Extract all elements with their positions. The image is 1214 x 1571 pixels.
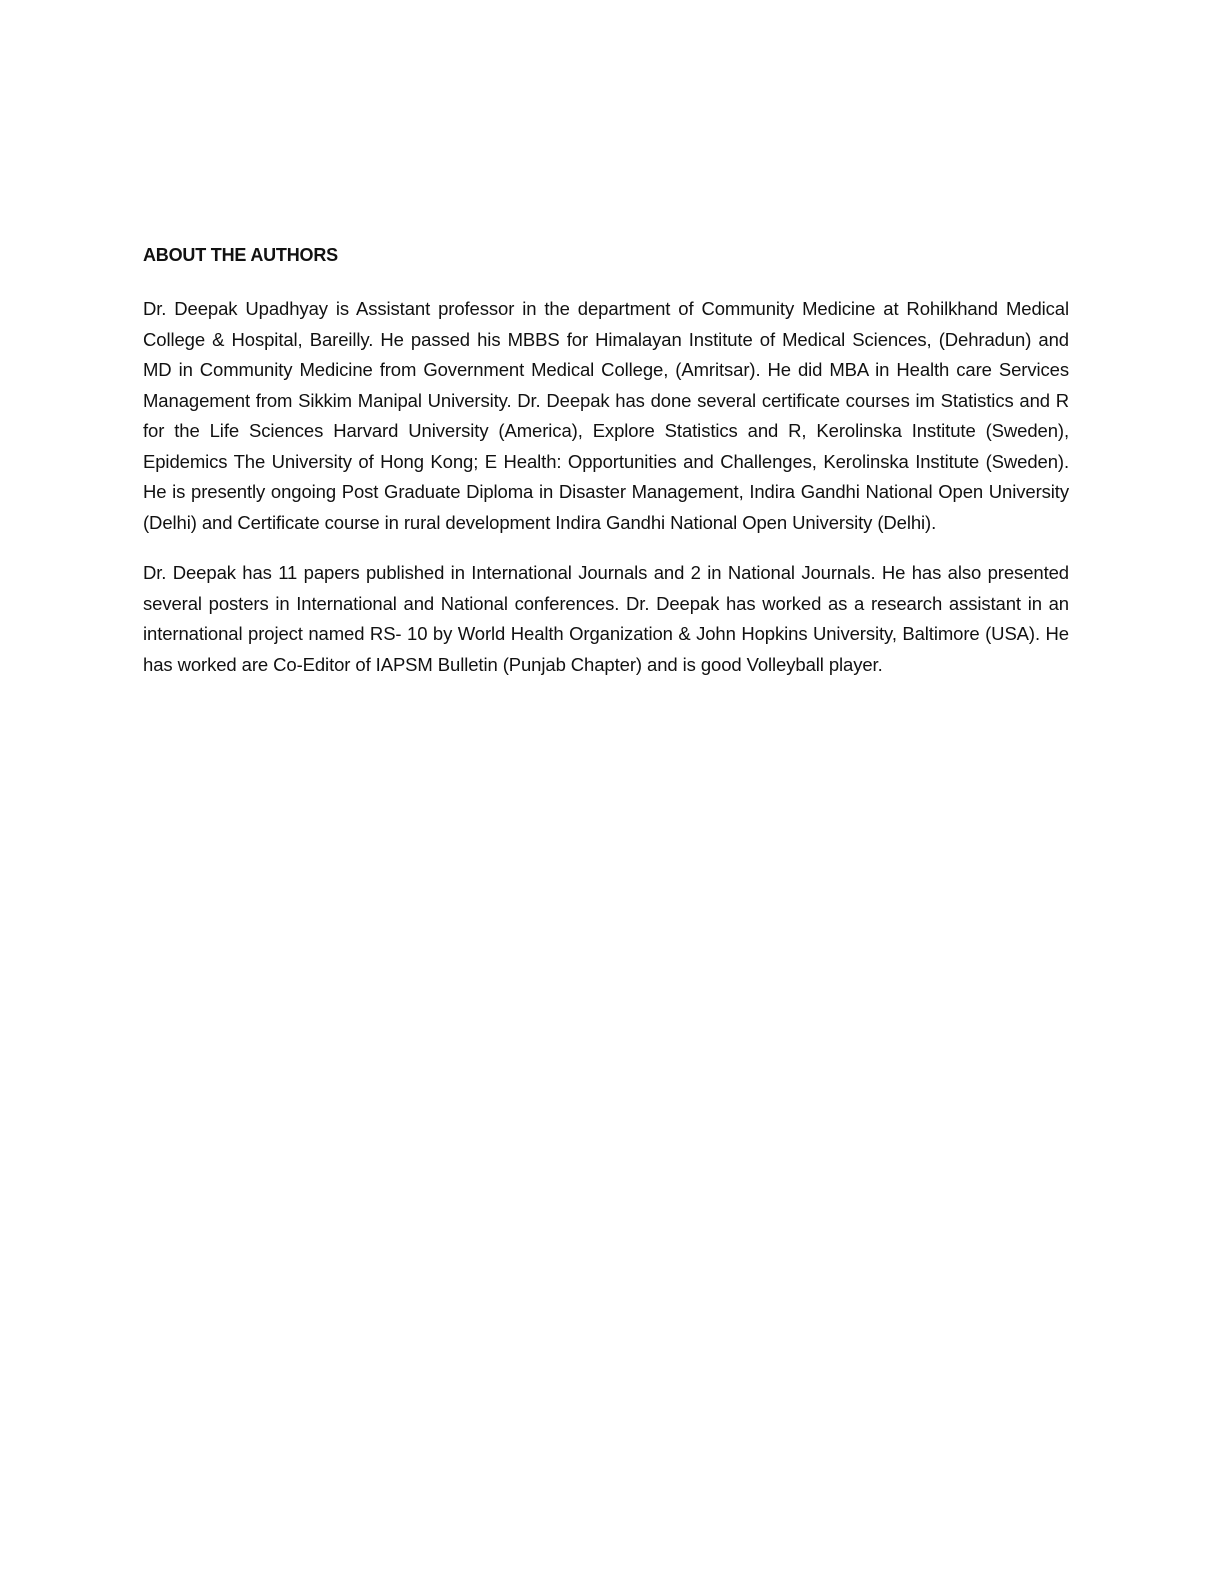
author-bio-paragraph-1: Dr. Deepak Upadhyay is Assistant professor in the department of Community Medicine at Rohilkhand Medical College & Hospital, Bareilly. He passed his MBBS for Himalayan Institute of Medical Sciences, (Dehradun) and MD in Community Medicine from Government Medical College, (Amritsar). He did MBA in Health care Services Management from Sikkim Manipal University. Dr. Deepak has done several certificate courses im Statistics and R for the Life Sciences Harvard University (America), Explore Statistics and R, Kerolinska Institute (Sweden), Epidemics The University of Hong Kong; E Health: Opportunities and Challenges, Kerolinska Institute (Sweden). He is presently ongoing Post Graduate Diploma in Disaster Management, Indira Gandhi National Open University (Delhi) and Certificate course in rural development Indira Gandhi National Open University (Delhi). (143, 298, 1069, 533)
section-heading: ABOUT THE AUTHORS (143, 245, 338, 265)
author-bio-paragraph-2: Dr. Deepak has 11 papers published in International Journals and 2 in National Journals. He has also presented several posters in International and National conferences. Dr. Deepak has worked as a research assistant in an international project named RS- 10 by World Health Organization & John Hopkins University, Baltimore (USA). He has worked are Co-Editor of IAPSM Bulletin (Punjab Chapter) and is good Volleyball player. (143, 562, 1069, 675)
page-content (143, 242, 1069, 700)
